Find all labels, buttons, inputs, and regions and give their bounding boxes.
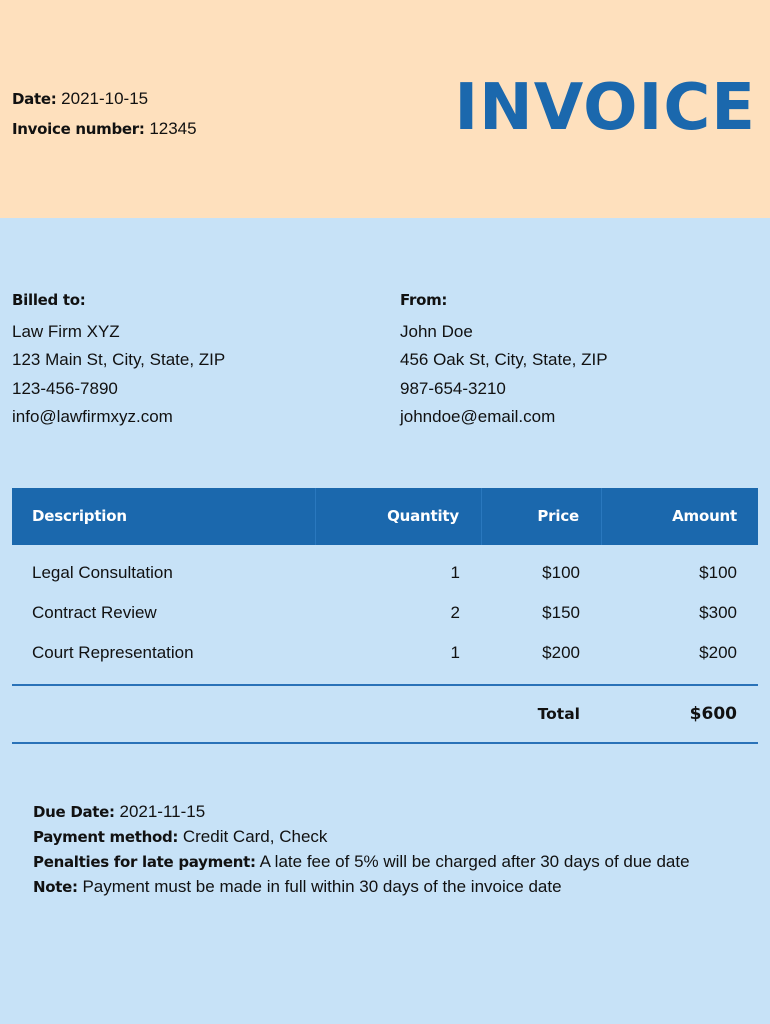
late-penalty-label: Penalties for late payment: — [33, 853, 256, 871]
table-row — [12, 593, 758, 633]
invoice-meta — [12, 84, 197, 144]
row-quantity: 1 — [450, 643, 460, 662]
row-quantity: 1 — [450, 563, 460, 582]
late-penalty — [33, 851, 743, 873]
due-date-label: Due Date: — [33, 803, 115, 821]
payment-notes — [33, 801, 743, 901]
note — [33, 876, 743, 898]
table-row — [12, 633, 758, 673]
invoice-number — [12, 114, 197, 144]
line-items-table — [12, 488, 758, 744]
row-amount: $100 — [699, 563, 737, 582]
from-email: johndoe@email.com — [400, 407, 556, 426]
row-price: $150 — [542, 603, 580, 622]
billed-to-block — [12, 286, 225, 432]
billed-to-email: info@lawfirmxyz.com — [12, 407, 173, 426]
invoice-number-value: 12345 — [149, 119, 197, 138]
due-date-value: 2021-11-15 — [119, 802, 206, 821]
invoice-title: INVOICE — [454, 71, 756, 145]
billed-to-label: Billed to: — [12, 291, 86, 309]
row-price: $200 — [542, 643, 580, 662]
date-value: 2021-10-15 — [61, 89, 149, 108]
billed-to-address: 123 Main St, City, State, ZIP — [12, 350, 226, 369]
row-price: $100 — [542, 563, 580, 582]
due-date — [33, 801, 743, 823]
billed-to-name: Law Firm XYZ — [12, 321, 120, 341]
payment-method-label: Payment method: — [33, 828, 179, 846]
from-name: John Doe — [400, 321, 473, 341]
from-block — [400, 286, 608, 432]
row-description: Court Representation — [32, 643, 194, 662]
from-phone: 987-654-3210 — [400, 378, 506, 398]
row-quantity: 2 — [450, 603, 460, 622]
invoice-header — [0, 0, 770, 218]
row-amount: $300 — [699, 603, 737, 622]
table-header — [12, 488, 758, 545]
total-label: Total — [537, 705, 580, 723]
header-quantity: Quantity — [316, 488, 482, 545]
header-price: Price — [482, 488, 602, 545]
table-row — [12, 553, 758, 593]
invoice-date — [12, 84, 197, 114]
total-value: $600 — [689, 704, 737, 724]
from-address: 456 Oak St, City, State, ZIP — [400, 350, 608, 369]
date-label: Date: — [12, 90, 57, 108]
note-label: Note: — [33, 878, 78, 896]
header-description: Description — [12, 488, 316, 545]
payment-method — [33, 826, 743, 848]
late-penalty-value: A late fee of 5% will be charged after 30 days of due date — [259, 852, 690, 871]
row-description: Contract Review — [32, 603, 157, 622]
billed-to-phone: 123-456-7890 — [12, 378, 118, 398]
table-body — [12, 545, 758, 673]
invoice-number-label: Invoice number: — [12, 120, 145, 138]
header-amount: Amount — [672, 507, 737, 525]
from-label: From: — [400, 291, 448, 309]
note-value: Payment must be made in full within 30 days of the invoice date — [82, 877, 562, 896]
table-divider-bottom — [12, 742, 758, 744]
row-amount: $200 — [699, 643, 737, 662]
payment-method-value: Credit Card, Check — [182, 827, 328, 846]
total-row — [12, 686, 758, 742]
row-description: Legal Consultation — [32, 563, 173, 582]
